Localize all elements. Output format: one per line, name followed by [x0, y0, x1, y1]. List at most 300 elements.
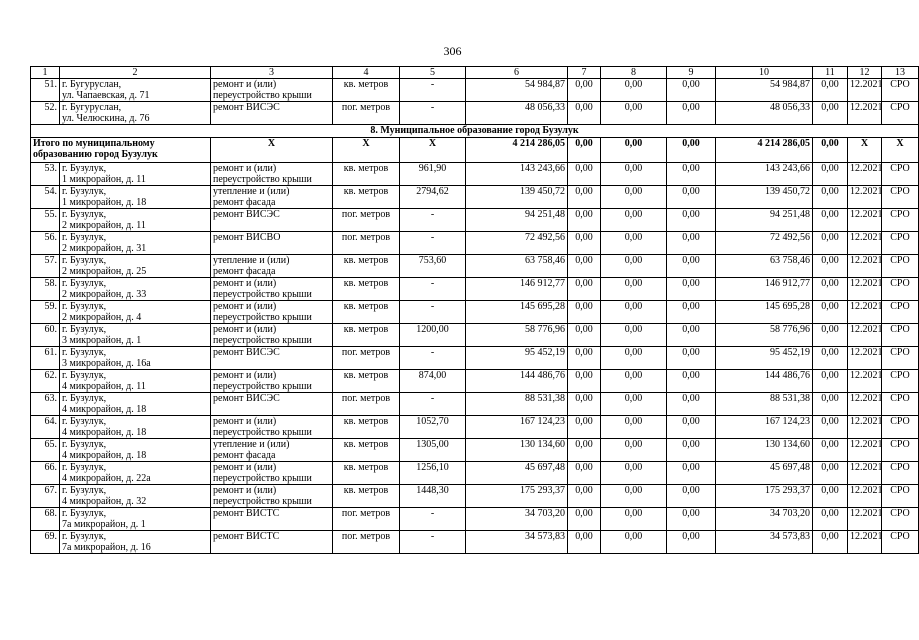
total-cost-cell: [716, 301, 813, 324]
cost-cell-line: 34 703,20: [525, 508, 565, 519]
quantity-cell-line: 2794,62: [416, 186, 449, 197]
fund-cell: [813, 102, 848, 125]
date-cell: [848, 393, 882, 416]
total-cost-cell-line: 94 251,48: [770, 209, 810, 220]
work-type-cell: [211, 485, 333, 508]
date-cell-line: 12.2021: [850, 370, 883, 381]
work-type-cell-line: ремонт и (или): [213, 79, 277, 90]
fund-cell-line: 0,00: [575, 531, 593, 542]
fund-cell-line: 0,00: [682, 79, 700, 90]
unit-cell-line: кв. метров: [343, 186, 389, 197]
row-number-line: 51.: [44, 79, 57, 90]
unit-cell-line: пог. метров: [341, 393, 391, 404]
address-cell-line-2: 3 микрорайон, д. 1: [62, 335, 142, 346]
cost-cell: [466, 485, 568, 508]
fund-cell: [667, 462, 716, 485]
cost-cell: [466, 416, 568, 439]
fund-cell: [568, 163, 601, 186]
date-cell: [848, 347, 882, 370]
fund-cell-line: 0,00: [575, 485, 593, 496]
row-number: [31, 347, 60, 370]
fund-cell-line: 0,00: [575, 439, 593, 450]
unit-cell: [333, 278, 400, 301]
fund-cell-line: 0,00: [624, 508, 643, 519]
total-cost-cell: [716, 138, 813, 163]
quantity-cell: [400, 102, 466, 125]
total-fund-cell-line: 0,00: [682, 138, 700, 149]
work-type-cell-line-2: переустройство крыши: [213, 381, 312, 392]
fund-cell-line: 0,00: [821, 255, 839, 266]
total-cost-cell: [716, 485, 813, 508]
unit-cell: [333, 209, 400, 232]
quantity-cell-line: -: [430, 301, 435, 312]
fund-cell-line: 0,00: [575, 301, 593, 312]
work-type-cell: [211, 209, 333, 232]
cost-cell-line: 167 124,23: [520, 416, 565, 427]
unit-cell: [333, 508, 400, 531]
method-cell: [882, 485, 919, 508]
work-type-cell: [211, 439, 333, 462]
total-cost-cell-line: 63 758,46: [770, 255, 810, 266]
fund-cell: [667, 278, 716, 301]
method-cell: [882, 462, 919, 485]
method-cell: [882, 347, 919, 370]
fund-cell-line: 0,00: [575, 232, 593, 243]
fund-cell-line: 0,00: [821, 531, 839, 542]
fund-cell-line: 0,00: [821, 102, 839, 113]
total-cost-cell-line: 95 452,19: [770, 347, 810, 358]
work-type-cell-line: ремонт и (или): [213, 485, 277, 496]
method-cell: [882, 278, 919, 301]
cost-cell: [466, 186, 568, 209]
quantity-cell: [400, 163, 466, 186]
address-cell: [60, 232, 211, 255]
total-cost-cell-line: 175 293,37: [765, 485, 810, 496]
cost-cell-line: 88 531,38: [525, 393, 565, 404]
row-number: [31, 278, 60, 301]
unit-cell-line: кв. метров: [343, 163, 389, 174]
fund-cell-line: 0,00: [624, 485, 643, 496]
table-row: [31, 79, 919, 102]
method-cell: [882, 393, 919, 416]
method-cell: [882, 232, 919, 255]
date-cell-line: 12.2021: [850, 393, 883, 404]
fund-cell: [568, 370, 601, 393]
date-cell-line: 12.2021: [850, 209, 883, 220]
fund-cell-line: 0,00: [821, 79, 839, 90]
method-cell: [882, 324, 919, 347]
work-type-cell-line: ремонт и (или): [213, 462, 277, 473]
row-number-line: 54.: [44, 186, 57, 197]
total-x-cell-line: Х: [896, 138, 904, 149]
date-cell-line: 12.2021: [850, 186, 883, 197]
address-cell: [60, 301, 211, 324]
fund-cell-line: 0,00: [575, 255, 593, 266]
fund-cell-line: 0,00: [821, 278, 839, 289]
fund-cell-line: 0,00: [624, 324, 643, 335]
fund-cell-line: 0,00: [821, 347, 839, 358]
work-type-cell-line: ремонт ВИСЭС: [213, 393, 280, 404]
unit-cell-line: пог. метров: [341, 508, 391, 519]
total-fund-cell: [601, 138, 667, 163]
work-type-cell-line: утепление и (или): [213, 186, 290, 197]
fund-cell: [813, 278, 848, 301]
total-cost-cell-line: 146 912,77: [765, 278, 810, 289]
quantity-cell: [400, 278, 466, 301]
address-cell-line-2: ул. Чапаевская, д. 71: [62, 90, 150, 101]
work-type-cell-line: ремонт и (или): [213, 416, 277, 427]
unit-cell-line: пог. метров: [341, 347, 391, 358]
work-type-cell-line: ремонт и (или): [213, 324, 277, 335]
fund-cell-line: 0,00: [682, 255, 700, 266]
address-cell-line: г. Бузулук,: [62, 508, 107, 519]
row-number-line: 60.: [44, 324, 57, 335]
address-cell-line-2: 2 микрорайон, д. 4: [62, 312, 142, 323]
fund-cell-line: 0,00: [821, 163, 839, 174]
address-cell-line-2: 4 микрорайон, д. 18: [62, 427, 147, 438]
fund-cell-line: 0,00: [821, 393, 839, 404]
fund-cell: [601, 102, 667, 125]
fund-cell: [667, 531, 716, 554]
work-type-cell-line-2: переустройство крыши: [213, 174, 312, 185]
method-cell: [882, 370, 919, 393]
work-type-cell-line: утепление и (или): [213, 439, 290, 450]
method-cell-line: СРО: [890, 278, 910, 289]
date-cell: [848, 485, 882, 508]
total-cost-cell-line: 48 056,33: [770, 102, 810, 113]
total-cost-cell-line: 4 214 286,05: [757, 138, 810, 149]
address-cell-line: г. Бузулук,: [62, 232, 107, 243]
row-number-line: 63.: [44, 393, 57, 404]
fund-cell-line: 0,00: [575, 186, 593, 197]
quantity-cell: [400, 324, 466, 347]
method-cell-line: СРО: [890, 416, 910, 427]
quantity-cell: [400, 531, 466, 554]
fund-cell-line: 0,00: [682, 278, 700, 289]
fund-cell: [568, 278, 601, 301]
address-cell-line: г. Бузулук,: [62, 531, 107, 542]
fund-cell: [667, 439, 716, 462]
total-cost-cell: [716, 255, 813, 278]
fund-cell: [813, 393, 848, 416]
quantity-cell: [400, 301, 466, 324]
fund-cell: [601, 347, 667, 370]
date-cell: [848, 255, 882, 278]
work-type-cell-line-2: переустройство крыши: [213, 496, 312, 507]
column-number: 9: [667, 67, 716, 79]
fund-cell: [601, 416, 667, 439]
work-type-cell: [211, 508, 333, 531]
quantity-cell-line: -: [430, 347, 435, 358]
table-row: [31, 163, 919, 186]
work-type-cell: [211, 301, 333, 324]
total-cost-cell: [716, 393, 813, 416]
method-cell-line: СРО: [890, 393, 910, 404]
work-type-cell: [211, 347, 333, 370]
cost-cell-line: 144 486,76: [520, 370, 565, 381]
row-number: [31, 102, 60, 125]
fund-cell-line: 0,00: [682, 462, 700, 473]
column-number: 13: [882, 67, 919, 79]
cost-cell-line: 45 697,48: [525, 462, 565, 473]
unit-cell-line: кв. метров: [343, 370, 389, 381]
fund-cell: [601, 209, 667, 232]
date-cell: [848, 531, 882, 554]
fund-cell: [813, 232, 848, 255]
quantity-cell: [400, 79, 466, 102]
total-cost-cell: [716, 278, 813, 301]
work-type-cell-line-2: переустройство крыши: [213, 427, 312, 438]
total-cost-cell-line: 34 703,20: [770, 508, 810, 519]
work-type-cell: [211, 370, 333, 393]
table-row: [31, 485, 919, 508]
fund-cell: [601, 186, 667, 209]
fund-cell-line: 0,00: [624, 347, 643, 358]
cost-cell-line: 72 492,56: [525, 232, 565, 243]
total-fund-cell: [667, 138, 716, 163]
date-cell: [848, 278, 882, 301]
quantity-cell: [400, 255, 466, 278]
total-x-cell-line: Х: [428, 138, 437, 149]
row-number: [31, 485, 60, 508]
address-cell-line-2: 1 микрорайон, д. 11: [62, 174, 146, 185]
column-number: 7: [568, 67, 601, 79]
fund-cell: [568, 102, 601, 125]
total-fund-cell-line: 0,00: [624, 138, 643, 149]
row-number-line: 65.: [44, 439, 57, 450]
cost-cell-line: 145 695,28: [520, 301, 565, 312]
fund-cell: [601, 393, 667, 416]
fund-cell-line: 0,00: [624, 462, 643, 473]
address-cell-line-2: 4 микрорайон, д. 11: [62, 381, 146, 392]
unit-cell: [333, 439, 400, 462]
work-type-cell-line: ремонт ВИСТС: [213, 531, 280, 542]
fund-cell-line: 0,00: [682, 347, 700, 358]
work-type-cell-line: ремонт ВИСЭС: [213, 209, 280, 220]
unit-cell: [333, 485, 400, 508]
address-cell-line-2: 2 микрорайон, д. 33: [62, 289, 147, 300]
cost-cell: [466, 232, 568, 255]
row-number: [31, 324, 60, 347]
cost-cell-line: 48 056,33: [525, 102, 565, 113]
fund-cell-line: 0,00: [575, 324, 593, 335]
cost-cell-line: 175 293,37: [520, 485, 565, 496]
address-cell: [60, 347, 211, 370]
row-number: [31, 462, 60, 485]
total-cost-cell: [716, 347, 813, 370]
address-cell: [60, 508, 211, 531]
fund-cell-line: 0,00: [821, 485, 839, 496]
cost-cell: [466, 370, 568, 393]
address-cell-line: г. Бузулук,: [62, 278, 107, 289]
total-x-cell-line: Х: [267, 138, 276, 149]
date-cell-line: 12.2021: [850, 485, 883, 496]
column-number: 4: [333, 67, 400, 79]
section-heading-row: [31, 125, 919, 138]
fund-cell: [667, 301, 716, 324]
fund-cell-line: 0,00: [575, 209, 593, 220]
row-number: [31, 531, 60, 554]
row-number-line: 68.: [44, 508, 57, 519]
quantity-cell: [400, 232, 466, 255]
fund-cell: [813, 79, 848, 102]
date-cell: [848, 301, 882, 324]
table-row: [31, 347, 919, 370]
date-cell-line: 12.2021: [850, 278, 883, 289]
address-cell: [60, 255, 211, 278]
work-type-cell-line-2: переустройство крыши: [213, 335, 312, 346]
method-cell-line: СРО: [890, 301, 910, 312]
fund-cell: [813, 531, 848, 554]
row-number: [31, 186, 60, 209]
unit-cell: [333, 462, 400, 485]
quantity-cell-line: 874,00: [418, 370, 447, 381]
quantity-cell-line: -: [430, 79, 435, 90]
total-cost-cell-line: 145 695,28: [765, 301, 810, 312]
quantity-cell: [400, 393, 466, 416]
quantity-cell-line: -: [430, 531, 435, 542]
unit-cell-line: пог. метров: [341, 209, 391, 220]
fund-cell-line: 0,00: [682, 232, 700, 243]
cost-cell: [466, 324, 568, 347]
repair-schedule-table: [30, 66, 919, 554]
row-number: [31, 255, 60, 278]
fund-cell-line: 0,00: [624, 278, 643, 289]
total-cost-cell: [716, 209, 813, 232]
fund-cell: [813, 324, 848, 347]
fund-cell: [568, 347, 601, 370]
address-cell: [60, 370, 211, 393]
date-cell-line: 12.2021: [850, 163, 883, 174]
table-row: [31, 186, 919, 209]
fund-cell: [667, 347, 716, 370]
table-row: [31, 393, 919, 416]
fund-cell: [568, 416, 601, 439]
date-cell-line: 12.2021: [850, 531, 883, 542]
method-cell: [882, 439, 919, 462]
fund-cell: [813, 301, 848, 324]
total-fund-cell-line: 0,00: [821, 138, 839, 149]
address-cell-line: г. Бугуруслан,: [62, 102, 122, 113]
date-cell: [848, 102, 882, 125]
cost-cell-line: 139 450,72: [520, 186, 565, 197]
fund-cell-line: 0,00: [821, 232, 839, 243]
column-number: 12: [848, 67, 882, 79]
fund-cell-line: 0,00: [624, 79, 643, 90]
column-number: 6: [466, 67, 568, 79]
fund-cell-line: 0,00: [682, 324, 700, 335]
unit-cell-line: кв. метров: [343, 255, 389, 266]
fund-cell-line: 0,00: [575, 416, 593, 427]
date-cell-line: 12.2021: [850, 301, 883, 312]
unit-cell: [333, 370, 400, 393]
fund-cell: [813, 163, 848, 186]
date-cell-line: 12.2021: [850, 416, 883, 427]
fund-cell-line: 0,00: [624, 393, 643, 404]
row-number-line: 59.: [44, 301, 57, 312]
fund-cell-line: 0,00: [682, 370, 700, 381]
total-x-cell: [211, 138, 333, 163]
fund-cell-line: 0,00: [682, 508, 700, 519]
total-cost-cell-line: 45 697,48: [770, 462, 810, 473]
date-cell: [848, 439, 882, 462]
cost-cell-line: 143 243,66: [520, 163, 565, 174]
total-cost-cell-line: 58 776,96: [770, 324, 810, 335]
work-type-cell-line: ремонт ВИСТС: [213, 508, 280, 519]
address-cell: [60, 79, 211, 102]
column-number-row: [31, 67, 919, 79]
work-type-cell-line-2: ремонт фасада: [213, 197, 276, 208]
total-x-cell: [400, 138, 466, 163]
method-cell: [882, 102, 919, 125]
quantity-cell: [400, 508, 466, 531]
fund-cell: [568, 255, 601, 278]
section-title: 8. Муниципальное образование город Бузулук: [31, 125, 919, 138]
column-number: 8: [601, 67, 667, 79]
fund-cell-line: 0,00: [682, 209, 700, 220]
fund-cell: [813, 370, 848, 393]
fund-cell-line: 0,00: [624, 301, 643, 312]
date-cell: [848, 186, 882, 209]
fund-cell-line: 0,00: [821, 508, 839, 519]
fund-cell-line: 0,00: [821, 439, 839, 450]
table-row: [31, 462, 919, 485]
work-type-cell-line-2: переустройство крыши: [213, 473, 312, 484]
total-cost-cell-line: 88 531,38: [770, 393, 810, 404]
cost-cell-line: 94 251,48: [525, 209, 565, 220]
unit-cell-line: пог. метров: [341, 232, 391, 243]
total-x-cell: [882, 138, 919, 163]
work-type-cell-line-2: переустройство крыши: [213, 289, 312, 300]
quantity-cell-line: -: [430, 508, 435, 519]
method-cell: [882, 301, 919, 324]
total-label-line-2: образованию город Бузулук: [33, 149, 158, 160]
total-fund-cell: [568, 138, 601, 163]
fund-cell-line: 0,00: [624, 439, 643, 450]
row-number-line: 56.: [44, 232, 57, 243]
row-number: [31, 439, 60, 462]
fund-cell-line: 0,00: [624, 370, 643, 381]
address-cell: [60, 531, 211, 554]
cost-cell: [466, 301, 568, 324]
unit-cell: [333, 163, 400, 186]
fund-cell-line: 0,00: [624, 186, 643, 197]
row-number: [31, 232, 60, 255]
address-cell-line: г. Бузулук,: [62, 439, 107, 450]
total-cost-cell: [716, 102, 813, 125]
table-row: [31, 439, 919, 462]
address-cell: [60, 439, 211, 462]
table-row: [31, 209, 919, 232]
table-row: [31, 324, 919, 347]
fund-cell: [601, 531, 667, 554]
quantity-cell-line: 961,90: [418, 163, 447, 174]
quantity-cell-line: 1200,00: [416, 324, 449, 335]
row-number-line: 53.: [44, 163, 57, 174]
column-number: 5: [400, 67, 466, 79]
address-cell: [60, 186, 211, 209]
address-cell-line-2: 7а микрорайон, д. 16: [62, 542, 151, 553]
fund-cell-line: 0,00: [682, 393, 700, 404]
unit-cell: [333, 416, 400, 439]
work-type-cell: [211, 79, 333, 102]
fund-cell-line: 0,00: [575, 370, 593, 381]
work-type-cell-line-2: ремонт фасада: [213, 266, 276, 277]
fund-cell: [568, 531, 601, 554]
fund-cell: [667, 163, 716, 186]
fund-cell: [667, 370, 716, 393]
address-cell: [60, 163, 211, 186]
